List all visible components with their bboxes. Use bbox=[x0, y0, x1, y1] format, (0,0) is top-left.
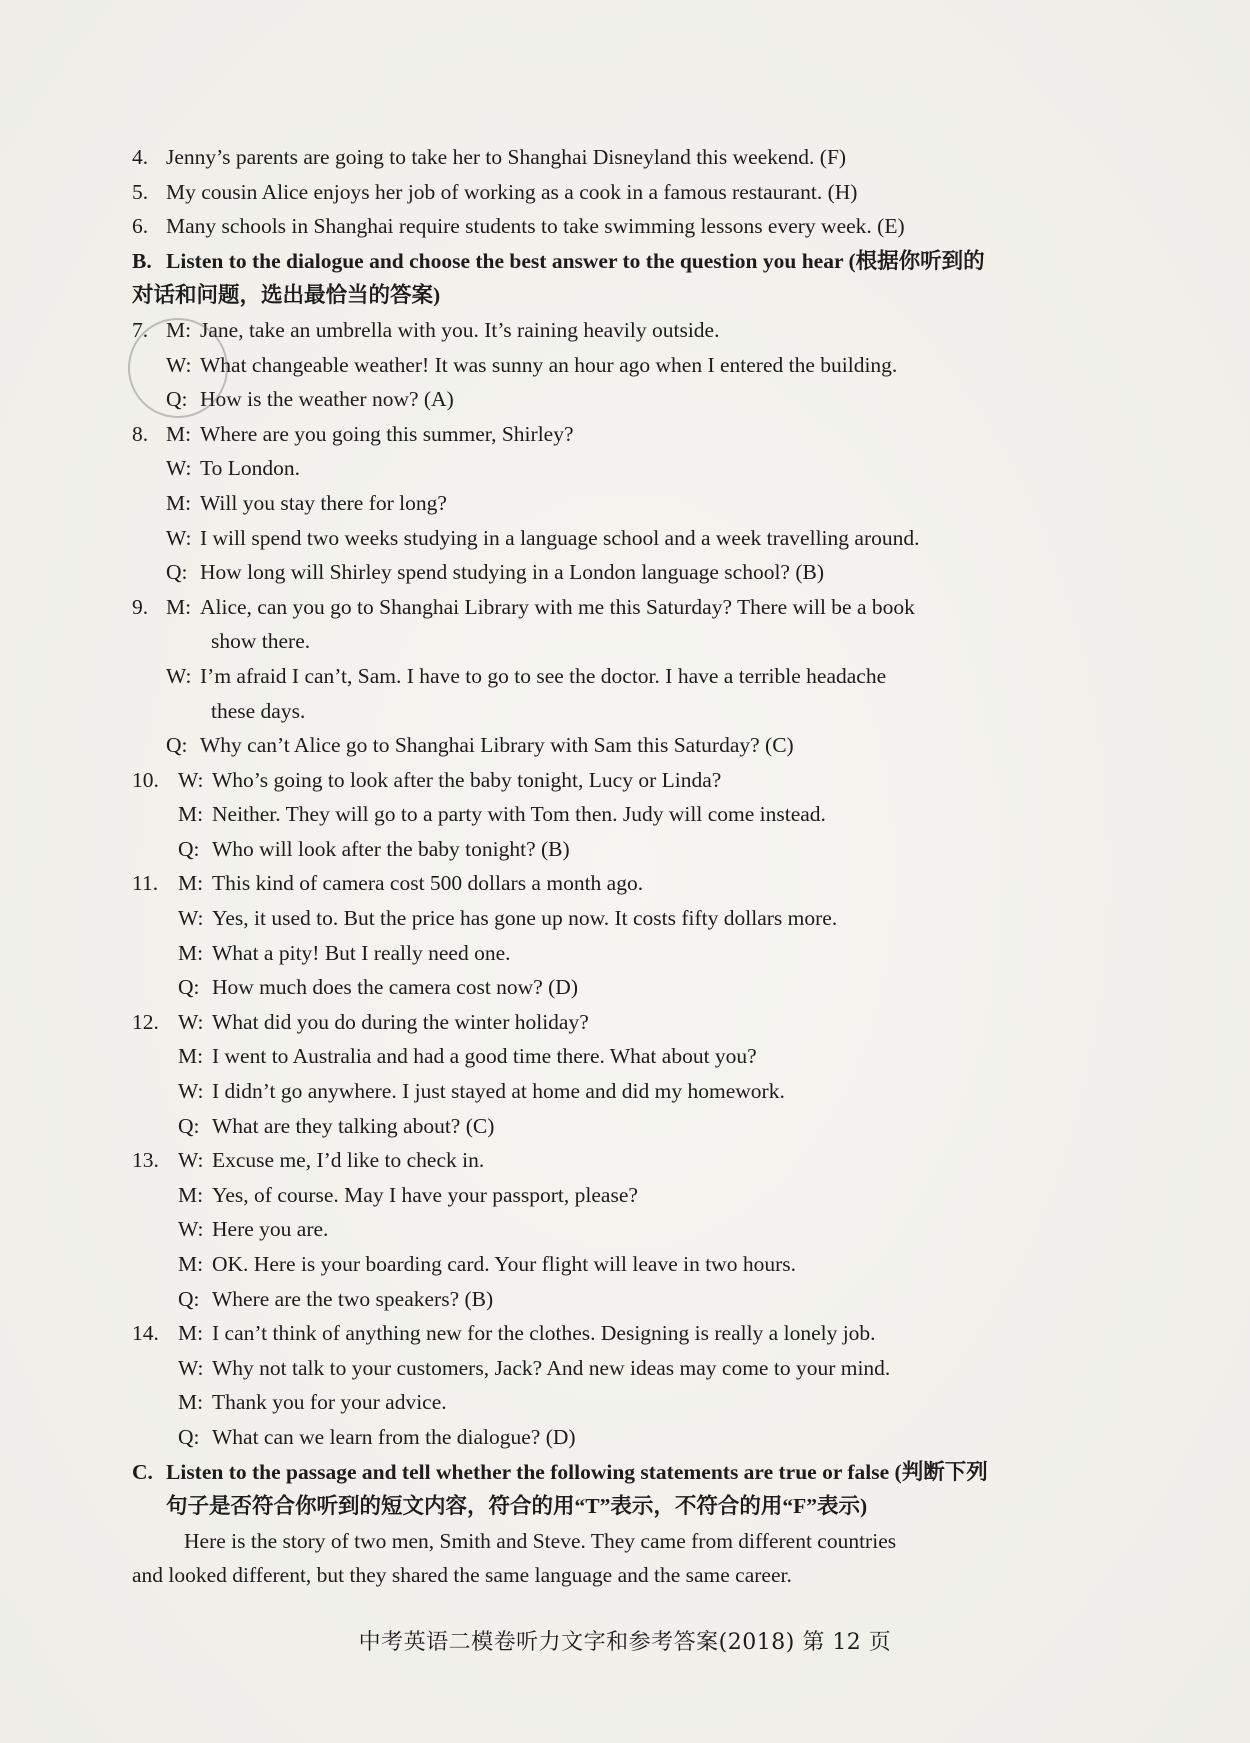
dialogue-text: Why can’t Alice go to Shanghai Library with Sam this Saturday? (C) bbox=[200, 733, 794, 758]
q7-line-1 bbox=[132, 313, 1140, 348]
speaker-label: M: bbox=[178, 1390, 204, 1415]
dialogue-text: Will you stay there for long? bbox=[200, 490, 447, 515]
item-number: 8. bbox=[132, 421, 149, 446]
speaker-label: Q: bbox=[178, 836, 200, 861]
q14-line-1 bbox=[132, 1316, 1140, 1351]
dialogue-text: Where are the two speakers? (B) bbox=[212, 1286, 494, 1311]
item-number: 12. bbox=[132, 1009, 159, 1034]
q11-line-3 bbox=[132, 936, 1140, 971]
speaker-label: W: bbox=[166, 663, 192, 688]
dialogue-text: I can’t think of anything new for the clothes. Designing is really a lonely job. bbox=[212, 1321, 876, 1346]
speaker-label: M: bbox=[178, 802, 204, 827]
speaker-label: M: bbox=[178, 871, 204, 896]
speaker-label: W: bbox=[178, 1355, 204, 1380]
speaker-label: M: bbox=[178, 1321, 204, 1346]
q9-line-1-cont bbox=[132, 624, 1140, 659]
q9-line-2-cont bbox=[132, 694, 1140, 729]
speaker-label: Q: bbox=[166, 560, 188, 585]
dialogue-text: I will spend two weeks studying in a language school and a week travelling around. bbox=[200, 525, 920, 550]
dialogue-text: Jane, take an umbrella with you. It’s raining heavily outside. bbox=[200, 317, 720, 342]
q13-line-4 bbox=[132, 1247, 1140, 1282]
dialogue-text: Who’s going to look after the baby tonight, Lucy or Linda? bbox=[212, 767, 722, 792]
speaker-label: M: bbox=[178, 1252, 204, 1276]
speaker-label: W: bbox=[178, 906, 204, 931]
dialogue-text: This kind of camera cost 500 dollars a month ago. bbox=[212, 871, 644, 896]
dialogue-text: Yes, it used to. But the price has gone up now. It costs fifty dollars more. bbox=[212, 906, 838, 931]
speaker-label: Q: bbox=[166, 733, 188, 758]
item-number: 5. bbox=[132, 179, 149, 204]
q13-line-1 bbox=[132, 1143, 1140, 1178]
speaker-label: W: bbox=[178, 1148, 204, 1173]
dialogue-text: Excuse me, I’d like to check in. bbox=[212, 1148, 485, 1173]
q8-line-3 bbox=[132, 486, 1140, 521]
dialogue-text: How much does the camera cost now? (D) bbox=[212, 975, 578, 1000]
dialogue-text: I went to Australia and had a good time there. What about you? bbox=[212, 1044, 757, 1069]
speaker-label: W: bbox=[166, 352, 192, 377]
speaker-label: W: bbox=[178, 767, 204, 792]
speaker-label: W: bbox=[178, 1079, 204, 1104]
section-label: C. bbox=[132, 1459, 153, 1484]
section-c-heading bbox=[132, 1455, 1140, 1490]
dialogue-text: Yes, of course. May I have your passport, please? bbox=[212, 1182, 638, 1207]
dialogue-text: Who will look after the baby tonight? (B) bbox=[212, 836, 570, 861]
speaker-label: M: bbox=[178, 940, 204, 965]
item-number: 7. bbox=[132, 317, 149, 342]
q10-line-1 bbox=[132, 763, 1140, 798]
q8-line-4 bbox=[132, 521, 1140, 556]
statement-text: Many schools in Shanghai require students to take swimming lessons every week. (E) bbox=[166, 214, 905, 239]
statement-text: Jenny’s parents are going to take her to Shanghai Disneyland this weekend. (F) bbox=[166, 145, 847, 169]
section-instruction: Listen to the dialogue and choose the best answer to the question you hear (根据你听到的 bbox=[166, 248, 985, 273]
q8-line-1 bbox=[132, 417, 1140, 452]
dialogue-text: What did you do during the winter holiday? bbox=[212, 1009, 589, 1034]
dialogue-text: Why not talk to your customers, Jack? And new ideas may come to your mind. bbox=[212, 1355, 891, 1380]
speaker-label: M: bbox=[166, 317, 192, 342]
dialogue-text: Neither. They will go to a party with Tom then. Judy will come instead. bbox=[212, 802, 826, 827]
q13-line-2 bbox=[132, 1178, 1140, 1213]
section-instruction-cont: 对话和问题，选出最恰当的答案) bbox=[132, 283, 441, 308]
q7-line-2 bbox=[132, 348, 1140, 383]
dialogue-text: How is the weather now? (A) bbox=[200, 387, 454, 412]
item-number: 14. bbox=[132, 1321, 159, 1346]
q11-line-4 bbox=[132, 970, 1140, 1005]
q10-line-2 bbox=[132, 797, 1140, 832]
section-b-heading bbox=[132, 244, 1140, 279]
statement-6 bbox=[132, 209, 1140, 244]
dialogue-text: Here you are. bbox=[212, 1217, 329, 1242]
section-label: B. bbox=[132, 248, 152, 273]
q8-line-5 bbox=[132, 555, 1140, 590]
q14-line-2 bbox=[132, 1351, 1140, 1386]
q13-line-5 bbox=[132, 1282, 1140, 1317]
section-instruction: Listen to the passage and tell whether the following statements are true or false (判断下列 bbox=[166, 1459, 988, 1484]
page-footer: 中考英语二模卷听力文字和参考答案(2018) 第 12 页 bbox=[358, 1630, 892, 1655]
dialogue-text: OK. Here is your boarding card. Your flight will leave in two hours. bbox=[212, 1252, 796, 1276]
speaker-label: Q: bbox=[166, 387, 188, 412]
speaker-label: W: bbox=[178, 1217, 204, 1242]
statement-4 bbox=[132, 140, 1140, 175]
speaker-label: M: bbox=[166, 490, 192, 515]
dialogue-text: How long will Shirley spend studying in a London language school? (B) bbox=[200, 560, 825, 585]
dialogue-text: I didn’t go anywhere. I just stayed at home and did my homework. bbox=[212, 1079, 785, 1104]
speaker-label: Q: bbox=[178, 1424, 200, 1449]
speaker-label: W: bbox=[178, 1009, 204, 1034]
item-number: 10. bbox=[132, 767, 159, 792]
q12-line-1 bbox=[132, 1005, 1140, 1040]
speaker-label: W: bbox=[166, 456, 192, 481]
dialogue-text: I’m afraid I can’t, Sam. I have to go to see the doctor. I have a terrible headache bbox=[200, 663, 887, 688]
q12-line-4 bbox=[132, 1109, 1140, 1144]
speaker-label: M: bbox=[178, 1182, 204, 1207]
q12-line-2 bbox=[132, 1039, 1140, 1074]
q9-line-1 bbox=[132, 590, 1140, 625]
dialogue-text: What are they talking about? (C) bbox=[212, 1113, 495, 1138]
item-number: 9. bbox=[132, 594, 149, 619]
dialogue-text-cont: these days. bbox=[211, 698, 306, 723]
item-number: 11. bbox=[132, 871, 159, 896]
speaker-label: Q: bbox=[178, 1113, 200, 1138]
passage-line-2 bbox=[132, 1558, 1140, 1593]
q14-line-4 bbox=[132, 1420, 1140, 1455]
passage-text: Here is the story of two men, Smith and Steve. They came from different countries bbox=[184, 1528, 897, 1553]
q11-line-2 bbox=[132, 901, 1140, 936]
speaker-label: W: bbox=[166, 525, 192, 550]
statement-text: My cousin Alice enjoys her job of working as a cook in a famous restaurant. (H) bbox=[166, 179, 858, 204]
q10-line-3 bbox=[132, 832, 1140, 867]
q13-line-3 bbox=[132, 1212, 1140, 1247]
dialogue-text: What a pity! But I really need one. bbox=[212, 940, 511, 965]
speaker-label: M: bbox=[166, 594, 192, 619]
passage-text: and looked different, but they shared the same language and the same career. bbox=[132, 1563, 792, 1588]
item-number: 6. bbox=[132, 214, 149, 239]
q11-line-1 bbox=[132, 866, 1140, 901]
q8-line-2 bbox=[132, 451, 1140, 486]
item-number: 13. bbox=[132, 1148, 159, 1173]
item-number: 4. bbox=[132, 145, 149, 169]
q9-line-3 bbox=[132, 728, 1140, 763]
speaker-label: Q: bbox=[178, 1286, 200, 1311]
dialogue-text: What can we learn from the dialogue? (D) bbox=[212, 1424, 576, 1449]
dialogue-text: To London. bbox=[200, 456, 301, 481]
dialogue-text: Thank you for your advice. bbox=[212, 1390, 447, 1415]
statement-5 bbox=[132, 175, 1140, 210]
dialogue-text: Alice, can you go to Shanghai Library with me this Saturday? There will be a book bbox=[200, 594, 915, 619]
speaker-label: Q: bbox=[178, 975, 200, 1000]
dialogue-text: What changeable weather! It was sunny an hour ago when I entered the building. bbox=[200, 352, 898, 377]
speaker-label: M: bbox=[178, 1044, 204, 1069]
speaker-label: M: bbox=[166, 421, 192, 446]
section-instruction-cont: 句子是否符合你听到的短文内容，符合的用“T”表示，不符合的用“F”表示) bbox=[166, 1494, 868, 1519]
dialogue-text: Where are you going this summer, Shirley? bbox=[200, 421, 574, 446]
q9-line-2 bbox=[132, 659, 1140, 694]
dialogue-text-cont: show there. bbox=[211, 629, 311, 654]
section-c-heading-cont bbox=[132, 1489, 1140, 1524]
passage-line-1 bbox=[132, 1524, 1140, 1559]
q7-line-3 bbox=[132, 382, 1140, 417]
section-b-heading-cont bbox=[132, 278, 1140, 313]
q14-line-3 bbox=[132, 1385, 1140, 1420]
q12-line-3 bbox=[132, 1074, 1140, 1109]
